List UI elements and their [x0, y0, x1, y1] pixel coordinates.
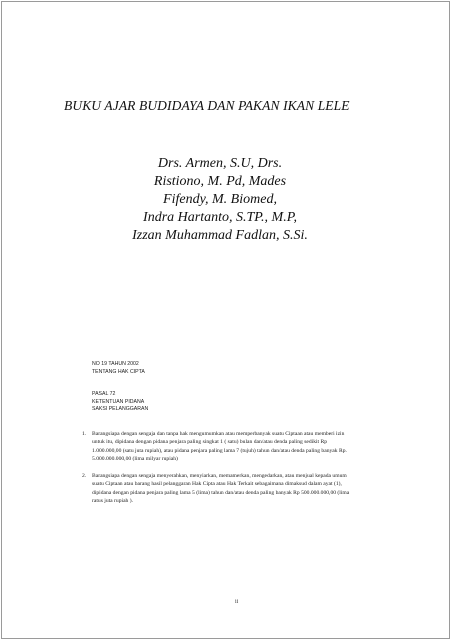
penalty-item [82, 472, 417, 505]
penalty-list [82, 430, 417, 514]
author-line: Drs. Armen, S.U, Drs. [157, 156, 283, 171]
penalty-line: untuk itu, dipidana dengan pidana penjara paling singkat 1 ( satu) bulan dan/atau denda paling sedikit Rp [92, 439, 328, 446]
spacer [92, 376, 148, 391]
author-line: Ristiono, M. Pd, Mades [153, 174, 287, 189]
author-line: Indra Hartanto, S.TP., M.P, [143, 210, 297, 225]
penalty-line: 1.000.000,00 (satu juta rupiah), atau pidana penjara paling lama 7 (tujuh) tahun dan/atau denda paling banyak Rp. [92, 447, 347, 454]
book-title: BUKU AJAR BUDIDAYA DAN PAKAN IKAN LELE [64, 98, 350, 113]
law-number: NO 19 TAHUN 2002 [92, 361, 139, 367]
penalty-line: dipidana dengan pidana penjara paling lama 5 (lima) tahun dan/atau denda paling banyak Rp 500.000.000,00 (lima [92, 489, 350, 496]
document-page [1, 1, 450, 639]
page-number: ii [235, 599, 239, 605]
penalty-line: suatu Ciptaan atau barang hasil pelanggaran Hak Cipta atau Hak Terkait sebagaimana dimaksud dalam ayat (1), [92, 481, 342, 488]
item-number: 2. [82, 473, 87, 480]
penalty-line: 5.000.000.000,00 (lima milyar rupiah) [92, 455, 178, 462]
article-title: KETENTUAN PIDANA [92, 398, 145, 405]
penalty-line: Barangsiapa dengan sengaja menyerahkan, menyiarkan, memamerkan, mengedarkan, atau menjual kepada umum [92, 473, 347, 480]
author-list [102, 155, 338, 245]
article-number: PASAL 72 [92, 391, 116, 397]
author-line: Fifendy, M. Biomed, [163, 192, 277, 207]
item-number: 1. [82, 431, 87, 437]
penalty-line: Barangsiapa dengan sengaja dan tanpa hak mengumumkan atau memperbanyak suatu Ciptaan atau memberi izin [92, 431, 345, 437]
article-subtitle: SAKSI PELANGGARAN [92, 406, 149, 412]
penalty-item [82, 430, 417, 463]
law-subject: TENTANG HAK CIPTA [92, 368, 145, 375]
copyright-law-heading [92, 361, 148, 414]
author-line: Izzan Muhammad Fadlan, S.Si. [132, 228, 308, 243]
penalty-line: ratus juta rupiah ). [92, 498, 134, 505]
